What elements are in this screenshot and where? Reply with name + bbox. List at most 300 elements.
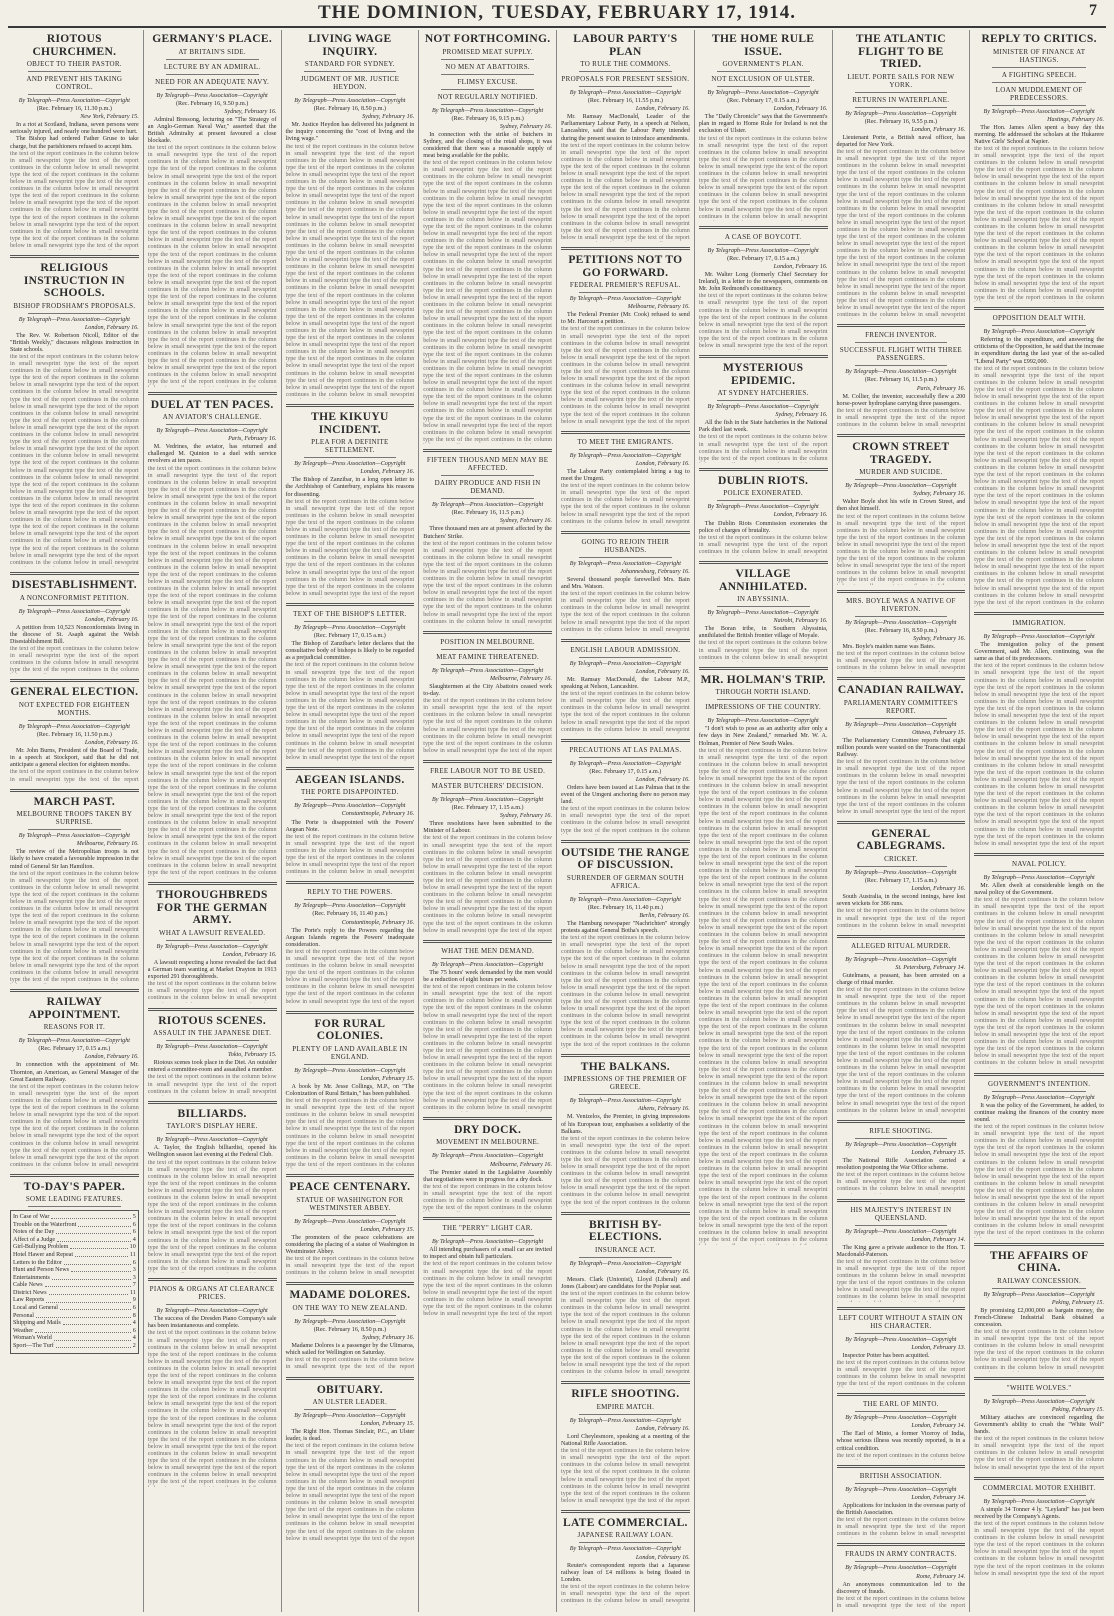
press-byline: By Telegraph—Press Association—Copyright: [432, 796, 544, 803]
article-divider: [423, 1117, 552, 1120]
article-body: [561, 469, 690, 526]
article-body: [148, 960, 277, 1003]
article-headline: AEGEAN ISLANDS.: [295, 773, 405, 786]
deck-rule: [441, 475, 534, 476]
index-leader: [63, 1320, 131, 1325]
deck-rule: [441, 59, 534, 60]
article-headline: LATE COMMERCIAL.: [563, 1516, 688, 1529]
article-headline: DUBLIN RIOTS.: [718, 474, 809, 487]
news-article: [148, 392, 277, 878]
article-body: [423, 1247, 552, 1318]
article-body: [837, 394, 966, 429]
article-body: [561, 114, 690, 242]
article-divider: [148, 882, 277, 885]
news-article: [10, 572, 139, 674]
deck-rule: [717, 500, 810, 501]
body-text-continuation: the text of the report continues in the column below in small newsprint type the text of the report continues in the column below in small newsprint type the text of the report continues in the column below in small newsprint type the text of the report continues in the column below in small newsprint type the text of the report continues in the column below in small newsprint type the text of the report continues in the column below in small newsprint type the text of the report continues in the column below in small newsprint type the text of the report continues in the column below in small newsprint type the text of the report continues in the column below in small newsprint type the text of the report continues in the column below in small newsprint type the text of the report continues in the column below in small newsprint type the text of the report continues in the column below in small newsprint type the text of the report continues in the column below in small newsprint type the text of the report continues in the column below in small newsprint type the text of the report continues in the column below in small newsprint type the text of the report continues in the column below in small newsprint type the text of the report continues in the column below in small newsprint type the text of the report continues in the column below in small newsprint type the text of the report continues in the column below in small newsprint type the text of the report continues in the column below in small newsprint type the text of the report continues in the column below in small newsprint type the text of the report continues in the column below in small newsprint type the text of the report continues in the column: [974, 365, 1104, 606]
deck-rule: [28, 720, 121, 721]
article-divider: [974, 612, 1104, 615]
dateline: London, February 16.: [635, 776, 690, 783]
article-subhead: HIS MAJESTY'S INTEREST IN QUEENSLAND.: [850, 1205, 952, 1222]
dateline: London, February 14.: [911, 1494, 966, 1501]
article-paragraph: A. Taylor, the English billiardist, opened his Wellington season last evening at the Federal Club.: [147, 1145, 277, 1159]
article-subhead: THE EARL OF MINTO.: [862, 1400, 939, 1409]
article-headline: RIFLE SHOOTING.: [571, 1388, 680, 1401]
article-paragraph: "I don't wish to pose as an authority after only a few days in New Zealand," remarked Mr. W. A. Holman, Premier of New South Wales.: [698, 726, 828, 747]
article-headline: LABOUR PARTY'S PLAN: [573, 33, 678, 58]
article-paragraph: An anonymous communication led to the discovery of frauds.: [836, 1581, 966, 1595]
body-text-continuation: the text of the report continues in the column below in small newsprint type the text of the report continues in the column below in small newsprint type the text of the report continues in the column below in small newsprint type the text of the report continues in the column below in small newsprint type the text of the report continues in the column below in small newsprint type the text of the report: [698, 293, 828, 349]
body-text-continuation: the text of the report continues in the column below in small newsprint type the text of the report continues in the column below in small newsprint type the text of the report continues in the column below in small newsprint type the text of the report continues in the column below in small newsprint: [561, 691, 690, 733]
body-text-continuation: the text of the report continues in the column below in small newsprint type the text of the report continues in the column below in small newsprint type the text of the report continues in the column below in small newsprint type the text of the report: [974, 1436, 1104, 1471]
article-divider: [974, 1243, 1104, 1246]
article-divider: [561, 840, 690, 843]
article-divider: [837, 1199, 966, 1202]
article-subhead: INSURANCE ACT.: [594, 1245, 656, 1254]
index-page: 4: [132, 1335, 136, 1342]
press-byline: By Telegraph—Press Association—Copyright: [18, 833, 130, 840]
press-byline: By Telegraph—Press Association—Copyright: [569, 1098, 681, 1105]
received-time: (Rec. February 17, 0.15 a.m.): [727, 255, 800, 262]
article-body: [561, 1563, 690, 1606]
article-paragraph: Three resolutions have been submitted to the Minister of Labour.: [423, 821, 552, 835]
dateline: Johannesburg, February 16.: [620, 568, 690, 575]
article-paragraph: The promoters of the peace celebrations are considering the placing of a statue of Washington in Westminster Abbey.: [285, 1234, 415, 1255]
news-article: [837, 33, 966, 319]
article-subhead: AND PREVENT HIS TAKING CONTROL.: [26, 75, 123, 91]
dateline: London, February 16.: [911, 886, 966, 893]
dateline: London, February 16.: [635, 1268, 690, 1275]
body-text-continuation: the text of the report continues in the column below in small newsprint type the text of the report continues in the column below in small newsprint type the text of the report continues in the column below in small newsprint type the text of the report continues in the column below in small newsprint type the text of the report continues in the column below in small newsprint type the text of the report continues in the column below in small newsprint type the text of the report continues in the column below in small newsprint type the text of the report continues in the column below in small newsprint type the text of the report continues in the column below in small newsprint type the text of the report continues in the column below in small newsprint type the text of the report continues in the column below in small newsprint type the text of the report continues in the column below in small newsprint: [836, 987, 966, 1114]
article-headline: TO-DAY'S PAPER.: [23, 1180, 126, 1193]
news-article: [837, 821, 966, 930]
article-divider: [10, 989, 139, 992]
news-article: [699, 33, 828, 221]
article-headline: MYSTERIOUS EPIDEMIC.: [722, 362, 804, 387]
deck-rule: [855, 1225, 948, 1226]
article-paragraph: Walter Boyle shot his wife in Crown Street, and then shot himself.: [836, 499, 966, 513]
article-paragraph: The review of the Metropolitan troops is not likely to have created a favourable impression in the mind of General Sir Ian Hamilton.: [10, 849, 139, 870]
article-divider: [837, 1307, 966, 1310]
deck-rule: [855, 1333, 948, 1334]
article-subhead: BRITISH ASSOCIATION.: [859, 1471, 942, 1480]
deck-rule: [166, 940, 259, 941]
deck-rule: [166, 424, 259, 425]
article-divider: [974, 853, 1104, 856]
article-paragraph: The Dublin Riots Commission exonerates the police of charges of brutality.: [698, 520, 828, 534]
deck-rule: [441, 104, 534, 105]
body-text-continuation: the text of the report continues in the column below in small newsprint type the text of the report continues in the column below in small newsprint type the text of the report continues in the column: [561, 806, 690, 834]
body-text-continuation: the text of the report continues in the column below in small newsprint type the text of the report continues in the column below in small newsprint type the text of the report continues in the column below in small newsprint type the text of the report continues in the column below in small newsprint type the text of the report continues in the column below in small newsprint type the text of the report continues in the column below in small newsprint type the text of the report continues in the column below in small newsprint type the text of the report continues in the column below in small newsprint type the text of the report continues in the column below in small newsprint type the text of the report continues in the column below in small newsprint type the text of the report continues in the column below in small newsprint type the text of the report continues in the column below in small newsprint type the text of the report continues in the column below in small newsprint type the text of the report continues in the column below in small newsprint type the text of the report continues in the column below in small newsprint type the text of the report continues in the column below in small newsprint type the text of the report continues in the column below in small newsprint type the text of the report continues in the column below in small newsprint type the text of the report continues in the column below in small newsprint type the text of the report continues in the column below in small newsprint type the text of the report continues in the column below in small newsprint type the text of the report continues in the column below in small newsprint type the text of the report continues in the column below in small newsprint type the text of the report continues in the column below in small newsprint type the text of the report continues in the column below in small newsprint type the text of the report continues in the column below in small newsprint type the text of the report continues in the column below in small newsprint type the text of the report continues in the column below in small newsprint type the text of the report continues in the column below in small newsprint type the text of the report continues in the column below in small newsprint type the text of the report continues in the column below in small newsprint type the text of the report continues in the column below in small newsprint type the text of the report continues in the column below in small newsprint type the text of the report continues in the column below in small newsprint type the text of the report continues in the column below in small newsprint type the text of the report continues in the column below in small newsprint type the text of the report continues in the column below in small newsprint type the text of the report continues in the column below in small newsprint type the text of the report continues in the column below in small newsprint type the text of the report continues in the column below in small newsprint type the text of the report continues in the column below in small newsprint type the text of the report continues in the column below in small newsprint type the text of the report continues in the column below in small newsprint type the text of the report continues in the column below in small newsprint type the text of the report continues in the column below in small newsprint type the text of the report continues in the column below in small newsprint type the text of the report continues in the column: [698, 747, 828, 1244]
news-article: [974, 33, 1104, 302]
body-text-continuation: the text of the report continues in the column below in small newsprint type the text of the report continues in the column below in small newsprint: [698, 534, 828, 555]
body-text-continuation: the text of the report continues in the column below in small newsprint type the text of the report continues in the column below in small newsprint type the text of the report continues in the column below in small newsprint type the text of the report continues in the column below in small newsprint: [561, 591, 690, 633]
index-leader: [45, 1282, 131, 1287]
deck-rule: [855, 866, 948, 867]
article-paragraph: Applications for inclusion in the overseas party of the British Association.: [836, 1502, 966, 1517]
article-headline: RIOTOUS SCENES.: [158, 1014, 267, 1027]
article-subhead: A CASE OF BOYCOTT.: [724, 232, 802, 241]
press-byline: By Telegraph—Press Association—Copyright: [707, 247, 819, 254]
body-text-continuation: the text of the report continues in the column below in small newsprint type the text of the report continues in the column below in small newsprint type the text of the report continues in the column below in small newsprint type the text of the report continues in the column below in small newsprint type the text of the report continues in the column below in small newsprint type the text of the report: [423, 698, 552, 754]
article-paragraph: The Premier stated in the Legislative Assembly that negotiations were in progress for a dry dock.: [423, 1169, 552, 1183]
article-body: [286, 122, 415, 399]
deck-rule: [579, 71, 672, 72]
index-leader: [49, 1290, 128, 1295]
article-subhead: FIFTEEN THOUSAND MEN MAY BE AFFECTED.: [426, 456, 549, 473]
article-subhead: NOT EXPECTED FOR EIGHTEEN MONTHS.: [18, 700, 130, 717]
press-byline: By Telegraph—Press Association—Copyright: [845, 369, 957, 376]
article-body: [423, 821, 552, 935]
article-subhead: FEDERAL PREMIER'S REFUSAL.: [569, 281, 681, 290]
news-column: [6, 30, 144, 1612]
deck-rule: [855, 342, 948, 343]
article-divider: [699, 468, 828, 471]
article-divider: [974, 1377, 1104, 1380]
received-time: (Rec. February 17, 0.15 a.m.): [727, 98, 800, 105]
article-divider: [837, 1465, 966, 1468]
news-article: [148, 1278, 277, 1486]
index-leader: [60, 1305, 131, 1310]
article-paragraph: Inspector Potter has been acquitted.: [842, 1352, 930, 1359]
article-divider: [10, 679, 139, 682]
deck-rule: [992, 1495, 1086, 1496]
article-subhead: MEAT FAMINE THREATENED.: [436, 652, 539, 661]
press-byline: By Telegraph—Press Association—Copyright: [845, 721, 957, 728]
press-byline: By Telegraph—Press Association—Copyright: [569, 760, 681, 767]
news-article: [286, 404, 415, 598]
news-article: [148, 882, 277, 1002]
article-subhead: FRAUDS IN ARMY CONTRACTS.: [845, 1550, 957, 1559]
news-column: [144, 30, 282, 1612]
news-article: [974, 1073, 1104, 1238]
index-leader: [51, 1214, 130, 1219]
received-time: (Rec. February 16, 11.5 p.m.): [864, 377, 937, 384]
dateline: London, February 16.: [84, 1054, 139, 1061]
article-body: [10, 625, 139, 675]
news-article: [837, 935, 966, 1115]
article-headline: THE HOME RULE ISSUE.: [711, 33, 815, 58]
article-headline: BILLIARDS.: [177, 1107, 247, 1120]
article-subhead: THE "PERRY" LIGHT CAR.: [442, 1224, 533, 1233]
article-body: [699, 626, 828, 661]
article-divider: [286, 603, 415, 606]
deck-rule: [992, 105, 1086, 106]
article-subhead: IN ABYSSINIA.: [737, 595, 789, 604]
dateline: Sydney, February 16.: [913, 635, 966, 642]
body-text-continuation: the text of the report continues in the column below in small newsprint type the text of the report continues in the column below in small newsprint type the text of the report continues in the column below in small newsprint type the text of the report continues in the column below in small newsprint type the text of the report continues in the column below in small newsprint type the text of the report continues in the column below in small newsprint type the text of the report continues in the column below in small newsprint type the text of the report continues in the column below in small newsprint type the text of the report continues in the column below in small newsprint type the text of the report continues in the column below in small newsprint type the text of the report continues in the column below in small newsprint type the text of the report continues in the column below in small newsprint type the text of the report continues in the column below in small newsprint type the text of the report continues in the column below in small newsprint type the text of the report continues in the column below in small newsprint type the text of the report continues in the column below in small newsprint type the text of the report continues in the column below in small newsprint type the text of the report continues in the column below in small newsprint type the text of the report continues in the column below in small newsprint type the text of the report continues in the column below in small newsprint type the text of the report continues in the column below in small newsprint type the text of the report continues in the column below in small newsprint type the text of the report continues in the column below in small newsprint type the text of the report continues in the column below in small newsprint: [285, 143, 415, 398]
deck-rule: [304, 1315, 397, 1316]
dateline: Tokio, February 15.: [227, 1052, 277, 1059]
received-time: (Rec. February 16, 9.15 p.m.): [451, 115, 524, 122]
received-time: (Rec. February 16, 11.40 p.m.): [312, 911, 388, 918]
article-subhead: JUDGMENT OF MR. JUSTICE HEYDON.: [300, 75, 400, 91]
deck-rule: [992, 871, 1086, 872]
article-subhead: MASTER BUTCHERS' DECISION.: [431, 781, 544, 790]
deck-rule: [992, 630, 1086, 631]
press-byline: By Telegraph—Press Association—Copyright: [983, 1398, 1095, 1405]
article-headline: GENERAL CABLEGRAMS.: [856, 827, 946, 853]
article-body: [974, 883, 1104, 1068]
press-byline: By Telegraph—Press Association—Copyright: [294, 625, 406, 632]
article-headline: OUTSIDE THE RANGE OF DISCUSSION.: [561, 846, 690, 872]
index-label: Affect of a Judge: [13, 1236, 56, 1243]
news-article: [699, 226, 828, 350]
body-text-continuation: the text of the report continues in the column below in small newsprint type the text of the report continues in the column below in small newsprint type the text of the report continues in the column below in small newsprint type the text of the report continues in the column below in small newsprint: [836, 1258, 966, 1301]
article-subhead: "WHITE WOLVES.": [1006, 1383, 1072, 1392]
article-divider: [10, 572, 139, 575]
index-row: [13, 1275, 136, 1282]
press-byline: By Telegraph—Press Association—Copyright: [569, 1546, 681, 1553]
article-divider: [561, 1054, 690, 1057]
article-subhead: BISHOP FRODSHAM'S PROPOSALS.: [13, 301, 136, 310]
press-byline: By Telegraph—Press Association—Copyright: [569, 660, 681, 667]
deck-rule: [992, 1288, 1086, 1289]
deck-rule: [166, 89, 259, 90]
article-subhead: IMPRESSIONS OF THE COUNTRY.: [705, 703, 821, 712]
received-time: (Rec. February 16, 11.30 p.m.): [36, 106, 112, 113]
news-article: [837, 1120, 966, 1194]
news-article: [561, 739, 690, 835]
news-article: [837, 1199, 966, 1302]
article-body: [561, 677, 690, 734]
body-text-continuation: the text of the report continues in the column below in small newsprint type the text of the report continues in the column below in small newsprint type the text of the report continues in the column below in small newsprint type the text of the report continues in the column below in small newsprint type the text of the report continues in the column below in small newsprint type the text of the report continues in the column below in small newsprint type the text of the report continues in the column below in small newsprint type the text of the report continues in the column below in small newsprint type the text of the report continues in the column below in small newsprint type the text of the report continues in the column below in small newsprint type the text of the report continues in the column below in small newsprint type the text of the report continues in the column below in small newsprint type the text of the report continues in the column below in small newsprint type the text of the report continues in the column below in small newsprint type the text of the report continues in the column: [974, 145, 1104, 301]
press-byline: By Telegraph—Press Association—Copyright: [983, 329, 1095, 336]
index-row: [13, 1328, 136, 1335]
dateline: London, February 14.: [911, 1236, 966, 1243]
article-subhead: NEED FOR AN ADEQUATE NAVY.: [155, 77, 270, 86]
index-row: [13, 1297, 136, 1304]
dateline: Hastings, February 16.: [1047, 116, 1104, 123]
article-paragraph: The Porte is disappointed with the Powers' Aegean Note.: [285, 819, 415, 833]
press-byline: By Telegraph—Press Association—Copyright: [845, 1486, 957, 1493]
article-body: [561, 312, 690, 426]
article-body: [837, 1245, 966, 1302]
news-article: [837, 590, 966, 673]
article-body: [974, 1308, 1104, 1372]
index-leader: [71, 1267, 131, 1272]
article-subhead: EMPIRE MATCH.: [596, 1402, 655, 1411]
dateline: London, February 16.: [773, 106, 828, 113]
article-body: [423, 1170, 552, 1213]
article-headline: GERMANY'S PLACE.: [152, 33, 273, 45]
article-divider: [837, 434, 966, 437]
dateline: London, February 16.: [360, 469, 415, 476]
news-article: [974, 307, 1104, 607]
deck-rule: [304, 1215, 397, 1216]
deck-rule: [579, 893, 672, 894]
index-label: Woman's World: [13, 1335, 52, 1342]
dateline: London, February 16.: [911, 126, 966, 133]
index-page: 6: [132, 1259, 136, 1266]
dateline: Nairobi, February 16.: [773, 618, 828, 625]
body-text-continuation: the text of the report continues in the column below in small newsprint type the text of the report continues in the column below in small newsprint type the text of the report continues in the column: [836, 1359, 966, 1388]
dateline: London, February 16.: [635, 460, 690, 467]
index-page: 6: [132, 1221, 136, 1228]
received-time: (Rec. February 16, 11.5 p.m.): [451, 510, 524, 517]
index-label: Law Reports: [13, 1297, 45, 1304]
article-paragraph: The Bishop had ordered Father Gruse to take charge, but the parishioners refused to accept him.: [10, 136, 139, 150]
article-body: [286, 1235, 415, 1278]
news-article: [286, 603, 415, 762]
article-headline: GENERAL ELECTION.: [10, 686, 139, 699]
news-article: [699, 667, 828, 1245]
article-body: [561, 1434, 690, 1505]
article-body: [10, 748, 139, 783]
press-byline: By Telegraph—Press Association—Copyright: [707, 504, 819, 511]
index-label: Hunt and Person News: [13, 1267, 70, 1274]
article-subhead: PRECAUTIONS AT LAS PALMAS.: [569, 745, 682, 754]
article-paragraph: The Earl of Minto, a former Viceroy of India, whose serious illness was recently reported, is in a critical condition.: [836, 1431, 966, 1452]
article-divider: [286, 767, 415, 770]
received-time: (Rec. February 17, 0.15 a.m.): [589, 768, 662, 775]
body-text-continuation: the text of the report continues in the column below in small newsprint type the text of the report continues in the column below in small newsprint type the text of the report continues in the column below in small newsprint type the text of the report continues in the column below in small newsprint type the text of the report continues in the column below in small newsprint type the text of the report: [974, 1520, 1104, 1577]
dateline: Constantinople, February 16.: [341, 919, 415, 926]
index-leader: [75, 1252, 128, 1257]
article-paragraph: Three thousand men are at present affected by the Butchers' Strike.: [423, 526, 552, 540]
article-paragraph: M. Vedrines, the aviator, has returned and challenged M. Quinton to a duel with service revolvers at ten paces.: [147, 444, 277, 465]
article-body: [423, 684, 552, 755]
body-text-continuation: the text of the report continues in the column below in small newsprint type the text of the report continues in the column below in small newsprint type the text of the report continues in the column below in small newsprint type the text of the report continues in the column below in small newsprint type the text of the report continues in the column below in small newsprint type the text of the report continues in the column below in small newsprint type the text of the report continues in the column below in small newsprint type the text of the report continues in the column below in small newsprint: [423, 540, 552, 625]
article-paragraph: Mr. Allen dwelt at considerable length on the naval policy of the Government.: [974, 883, 1104, 897]
article-paragraph: Lieutenant Porte, a British naval officer, has departed for New York.: [836, 134, 966, 148]
article-divider: [837, 1543, 966, 1546]
press-byline: By Telegraph—Press Association—Copyright: [294, 803, 406, 810]
deck-rule: [579, 1257, 672, 1258]
news-article: [286, 881, 415, 1005]
body-text-continuation: the text of the report continues in the column below in small newsprint type the text of the report continues in the column below in small newsprint type the text of the report continues in the column below in small newsprint type the text of the report continues in the column below in small newsprint type the text of the report continues in the column below in small newsprint type the text of the report continues in the column below in small newsprint type the text of the report continues in the column below in small newsprint type the text of the report continues in the column below in small newsprint type the text of the report continues in the column below in small newsprint type the text of the report continues in the column below in small newsprint type the text of the report continues in the column below in small newsprint type the text of the report continues in the column below in small newsprint type the text of the report continues in the column below in small newsprint type the text of the report continues in the column below in small newsprint type the text of the report continues in the column below in small newsprint type the text of the report continues in the column below in small newsprint type the text of the report continues in the column below in small newsprint type the text of the report continues in the column below in small newsprint type the text of the report continues in the column below in small newsprint type the text of the report continues in the column below in small newsprint: [10, 354, 139, 566]
press-byline: By Telegraph—Press Association—Copyright: [983, 1291, 1095, 1298]
article-paragraph: A petition from 10,523 Nonconformists living in the diocese of St. Asaph against the Welsh Disestablishment Bill.: [10, 624, 139, 645]
press-byline: By Telegraph—Press Association—Copyright: [983, 1498, 1095, 1505]
dateline: Peking, February 15.: [1051, 1299, 1104, 1306]
dateline: London, February 16.: [635, 106, 690, 113]
article-subhead: ON THE WAY TO NEW ZEALAND.: [292, 1303, 408, 1312]
dateline: London, February 16.: [222, 951, 277, 958]
index-label: Shipping and Mails: [13, 1320, 61, 1327]
body-text-continuation: the text of the report continues in the column below in small newsprint type the text of the report continues in the column below in small newsprint: [836, 908, 966, 929]
dateline: New York, February 15.: [80, 114, 139, 121]
article-body: [974, 1415, 1104, 1472]
body-text-continuation: the text of the report continues in the column below: [836, 1452, 966, 1459]
deck-rule: [441, 664, 534, 665]
article-paragraph: Riotous scenes took place in the Diet. An outsider entered a committee-room and assaulted a member.: [147, 1060, 277, 1074]
article-divider: [561, 639, 690, 642]
index-leader: [64, 1260, 131, 1265]
deck-rule: [579, 86, 672, 87]
body-text-continuation: the text of the report continues in the column below in small newsprint type the text of the report continues in the column below in small newsprint type the text of the report continues in the column below in small newsprint type the text of the report continues in the column below in small newsprint type the text of the report continues in the column below in small newsprint type the text of the report continues in the column below in small newsprint type the text of the report continues in the column below in small newsprint type the text of the report continues in the column below in small newsprint type the text of the report continues in the column below in small newsprint type the text of the report: [285, 498, 415, 597]
article-paragraph: The "Daily Chronicle" says that the Government's plan in regard to Home Rule for Ireland is not the exclusion of Ulster.: [698, 114, 828, 135]
article-body: [699, 521, 828, 556]
article-body: [837, 738, 966, 816]
news-article: [561, 1054, 690, 1207]
article-body: [974, 1507, 1104, 1578]
dateline: Melbourne, February 16.: [76, 841, 139, 848]
news-column: [557, 30, 695, 1612]
article-divider: [699, 667, 828, 670]
press-byline: By Telegraph—Press Association—Copyright: [845, 1141, 957, 1148]
article-subhead: LEFT COURT WITHOUT A STAIN ON HIS CHARACTER.: [838, 1313, 963, 1330]
press-byline: By Telegraph—Press Association—Copyright: [707, 718, 819, 725]
deck-rule: [855, 365, 948, 366]
press-byline: By Telegraph—Press Association—Copyright: [569, 1417, 681, 1424]
index-label: Cable News: [13, 1282, 43, 1289]
deck-rule: [717, 714, 810, 715]
body-text-continuation: the text of the report continues in the column below in small newsprint type the text of the report continues in the column below in small newsprint type the text of the report continues in the column below in small newsprint type the text of the report continues in the column below in small newsprint type the text of the report continues in the column below in small newsprint type the text of the report continues in the column below in small newsprint type the text of the report continues in the column below in small newsprint type the text of the report continues in the column below in small newsprint type the text of the report continues in the column below in small newsprint type the text of the report continues in the column below in small newsprint type the text of the report continues in the column below in small newsprint type the text of the report continues in the column below in small newsprint: [423, 984, 552, 1111]
press-byline: By Telegraph—Press Association—Copyright: [845, 110, 957, 117]
deck-rule: [579, 757, 672, 758]
article-divider: [148, 392, 277, 395]
press-byline: By Telegraph—Press Association—Copyright: [569, 296, 681, 303]
body-text-continuation: the text of the report continues in the column below in small newsprint type the text of the report: [10, 769, 139, 783]
press-byline: By Telegraph—Press Association—Copyright: [18, 1038, 130, 1045]
received-time: (Rec. February 16, 11.40 p.m.): [587, 904, 663, 911]
news-article: [148, 33, 277, 387]
body-text-continuation: the text of the report continues in the column below in small newsprint type the text of the report continues in the column below in small newsprint type the text of the report continues in the column below in small newsprint type the text of the report continues in the column below in small newsprint type the text of the report continues in the column below in small newsprint type the text of the report continues in the column below in small newsprint type the text of the report continues in the column: [285, 1098, 415, 1168]
index-page: 7: [132, 1282, 136, 1289]
article-divider: [561, 431, 690, 434]
article-headline: THE AFFAIRS OF CHINA.: [989, 1249, 1089, 1275]
press-byline: By Telegraph—Press Association—Copyright: [845, 1336, 957, 1343]
deck-rule: [304, 457, 397, 458]
body-text-continuation: the text of the report continues in the column below in small newsprint type the text of the report: [836, 1595, 966, 1609]
article-subhead: GOVERNMENT'S INTENTION.: [987, 1079, 1091, 1088]
news-article: [837, 677, 966, 816]
deck-rule: [304, 621, 397, 622]
press-byline: By Telegraph—Press Association—Copyright: [983, 634, 1095, 641]
press-byline: By Telegraph—Press Association—Copyright: [18, 98, 130, 104]
news-article: [699, 561, 828, 662]
index-row: [13, 1260, 136, 1267]
news-article: [837, 324, 966, 429]
article-body: [699, 272, 828, 350]
article-divider: [837, 935, 966, 938]
article-headline: NOT FORTHCOMING.: [424, 33, 551, 45]
index-page: 4: [132, 1320, 136, 1327]
article-body: [837, 1158, 966, 1193]
article-body: [148, 1060, 277, 1095]
article-headline: MR. HOLMAN'S TRIP.: [700, 673, 826, 686]
index-label: District News: [13, 1289, 47, 1296]
news-article: [974, 1377, 1104, 1472]
article-headline: MARCH PAST.: [33, 795, 116, 808]
article-divider: [561, 1381, 690, 1384]
article-subhead: PLENTY OF LAND AVAILABLE IN ENGLAND.: [292, 1044, 408, 1061]
article-subhead: PROMISED MEAT SUPPLY.: [442, 47, 533, 56]
index-row: [13, 1244, 136, 1251]
dateline: London, February 16.: [773, 263, 828, 270]
body-text-continuation: the text of the report continues in the column below in small newsprint type the text of the report continues in the column below in small newsprint type the text of the report continues in the column below in small newsprint type the text of the report continues in the column below in small newsprint type the text of the report continues in the column below in small newsprint type the text of the report continues in the column below in small newsprint type the text of the report continues in the column below in small newsprint type the text of the report continues in the column below in small newsprint type the text of the report continues in the column below in small newsprint type the text of the report continues in the column below in small newsprint type the text of the report continues in the column: [974, 1124, 1104, 1237]
news-article: [561, 840, 690, 1049]
press-byline: By Telegraph—Press Association—Copyright: [983, 874, 1095, 881]
dateline: Sydney, February 16.: [362, 114, 415, 121]
deck-rule: [992, 82, 1086, 83]
deck-rule: [441, 649, 534, 650]
deck-rule: [992, 1091, 1086, 1092]
index-row: [13, 1214, 136, 1221]
index-page: 6: [132, 1229, 136, 1236]
news-article: [286, 1377, 415, 1543]
article-subhead: DAIRY PRODUCE AND FISH IN DEMAND.: [434, 479, 541, 496]
deck-rule: [441, 89, 534, 90]
article-body: [837, 1353, 966, 1388]
index-label: Personal: [13, 1312, 34, 1319]
index-leader: [70, 1244, 127, 1249]
body-text-continuation: the text of the report continues in the column below in small newsprint type the text of the report continues in the column below in small newsprint type the text of the report continues in the column: [10, 645, 139, 674]
article-paragraph: By promising £2,000,000 as bargain money, the French-Chinese Industrial Bank obtained a concession.: [974, 1307, 1104, 1328]
dateline: London, February 13.: [911, 1344, 966, 1351]
article-divider: [423, 760, 552, 763]
